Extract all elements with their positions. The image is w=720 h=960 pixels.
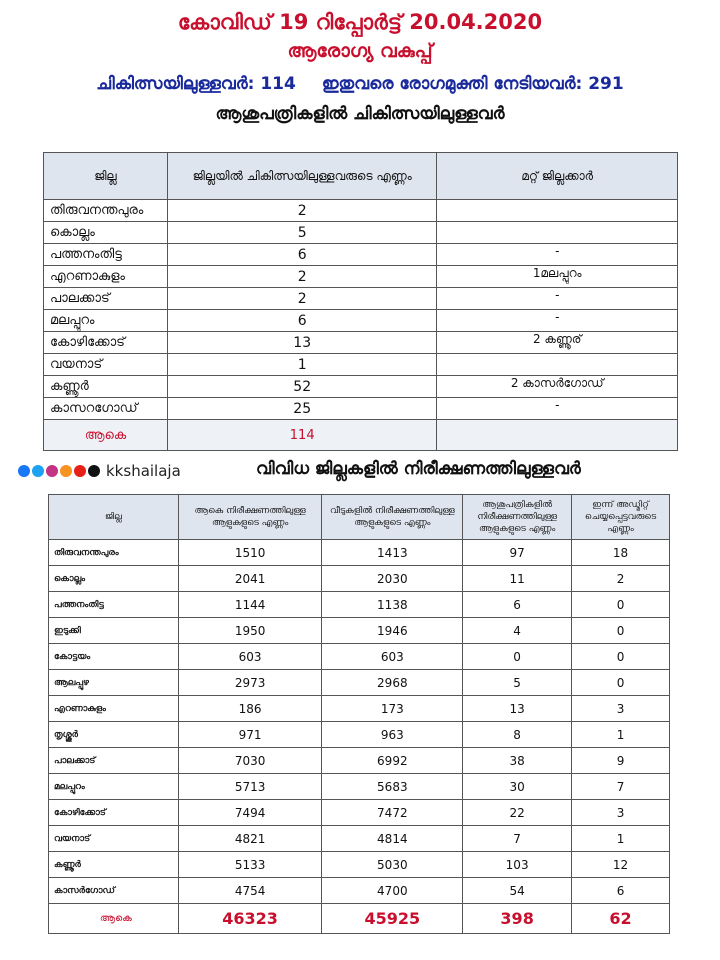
table-cell: 7	[463, 826, 572, 852]
table-cell: 1	[167, 354, 437, 376]
table-cell: 4700	[322, 878, 463, 904]
total-cell: 45925	[322, 904, 463, 934]
district-name: ഇടുക്കി	[49, 618, 179, 644]
table-cell: 5683	[322, 774, 463, 800]
table-cell: 1950	[178, 618, 322, 644]
table-row	[44, 222, 678, 244]
table-row	[49, 826, 670, 852]
table-row	[49, 878, 670, 904]
table-cell: -	[437, 310, 678, 332]
district-name: എറണാകുളം	[44, 266, 168, 288]
table-cell: 2041	[178, 566, 322, 592]
table-row	[44, 310, 678, 332]
table-cell: 1	[572, 826, 670, 852]
district-name: കാസറഗോഡ്	[44, 398, 168, 420]
tiktok-icon	[88, 465, 100, 477]
total-row	[49, 904, 670, 934]
table-cell: 0	[572, 618, 670, 644]
table-cell: 0	[463, 644, 572, 670]
twitter-icon	[32, 465, 44, 477]
table-row	[44, 398, 678, 420]
column-header: ജില്ല	[49, 495, 179, 540]
table-cell: 5133	[178, 852, 322, 878]
table-cell: 3	[572, 800, 670, 826]
blogger-icon	[60, 465, 72, 477]
table-cell: 2	[167, 266, 437, 288]
district-name: പത്തനംതിട്ട	[49, 592, 179, 618]
table-cell: 97	[463, 540, 572, 566]
report-title: കോവിഡ് 19 റിപ്പോർട്ട് 20.04.2020	[177, 10, 543, 34]
table-cell: 186	[178, 696, 322, 722]
social-links	[18, 462, 181, 480]
table-cell: 4	[463, 618, 572, 644]
table-cell: 5	[167, 222, 437, 244]
section-title-observation: വിവിധ ജില്ലകളിൽ നിരീക്ഷണത്തിലുള്ളവർ	[256, 459, 581, 479]
table-cell: 5	[463, 670, 572, 696]
table-row	[49, 592, 670, 618]
district-name: കൊല്ലം	[44, 222, 168, 244]
table-row	[49, 748, 670, 774]
table-row	[44, 244, 678, 266]
table-cell: 13	[167, 332, 437, 354]
table-cell: 6992	[322, 748, 463, 774]
table-cell: 5030	[322, 852, 463, 878]
total-cell: 46323	[178, 904, 322, 934]
table-row	[49, 696, 670, 722]
total-cell: ആകെ	[44, 420, 168, 451]
table-row	[44, 376, 678, 398]
district-name: തൃശ്ശൂർ	[49, 722, 179, 748]
table-cell: 1946	[322, 618, 463, 644]
table-row	[44, 332, 678, 354]
table-cell: 4754	[178, 878, 322, 904]
table-header-row	[44, 153, 678, 200]
district-name: കൊല്ലം	[49, 566, 179, 592]
under-treatment-count: ചികിത്സയിലുള്ളവർ: 114	[96, 74, 296, 94]
table-cell: 971	[178, 722, 322, 748]
table-cell: 2 കാസർഗോഡ്	[437, 376, 678, 398]
district-name: കോഴിക്കോട്	[44, 332, 168, 354]
table-cell	[437, 354, 678, 376]
table-cell: 7030	[178, 748, 322, 774]
table-cell: 6	[167, 310, 437, 332]
table-cell: 603	[322, 644, 463, 670]
total-cell: 114	[167, 420, 437, 451]
table-cell: -	[437, 244, 678, 266]
total-cell: 398	[463, 904, 572, 934]
table-cell: 5713	[178, 774, 322, 800]
district-name: തിരുവനന്തപുരം	[44, 200, 168, 222]
summary-line	[0, 74, 720, 94]
table-cell: 30	[463, 774, 572, 800]
table-cell: 6	[572, 878, 670, 904]
district-name: പാലക്കാട്	[44, 288, 168, 310]
table-row	[49, 774, 670, 800]
total-row	[44, 420, 678, 451]
district-name: വയനാട്	[44, 354, 168, 376]
district-name: കോട്ടയം	[49, 644, 179, 670]
youtube-icon	[74, 465, 86, 477]
table-cell: 1510	[178, 540, 322, 566]
district-name: കണ്ണൂർ	[49, 852, 179, 878]
column-header: ഇന്ന് അഡ്മിറ്റ് ചെയ്യപ്പെട്ടവരുടെ എണ്ണം	[572, 495, 670, 540]
table-row	[49, 644, 670, 670]
table-cell: 38	[463, 748, 572, 774]
column-header: ആകെ നിരീക്ഷണത്തിലുള്ള ആളുകളുടെ എണ്ണം	[178, 495, 322, 540]
social-handle: kkshailaja	[106, 462, 181, 480]
district-name: മലപ്പുറം	[49, 774, 179, 800]
table-cell: 0	[572, 670, 670, 696]
table-cell	[437, 200, 678, 222]
hospitalized-table	[43, 152, 678, 451]
table-row	[44, 200, 678, 222]
table-cell: 1	[572, 722, 670, 748]
table-cell: 1138	[322, 592, 463, 618]
district-name: കണ്ണൂർ	[44, 376, 168, 398]
table-cell: 11	[463, 566, 572, 592]
district-name: തിരുവനന്തപുരം	[49, 540, 179, 566]
table-cell: 3	[572, 696, 670, 722]
table-cell: 6	[167, 244, 437, 266]
table-row	[49, 540, 670, 566]
table-cell: 0	[572, 592, 670, 618]
table-cell: 7472	[322, 800, 463, 826]
table-cell: 103	[463, 852, 572, 878]
table-row	[49, 566, 670, 592]
table-header-row	[49, 495, 670, 540]
instagram-icon	[46, 465, 58, 477]
table-cell: 52	[167, 376, 437, 398]
table-cell: 1413	[322, 540, 463, 566]
table-cell: 2968	[322, 670, 463, 696]
table-cell: 4821	[178, 826, 322, 852]
district-name: കാസർഗോഡ്	[49, 878, 179, 904]
table-cell: 0	[572, 644, 670, 670]
table-row	[49, 618, 670, 644]
table-cell: 4814	[322, 826, 463, 852]
table-cell: 12	[572, 852, 670, 878]
observation-table	[48, 494, 670, 934]
table-cell: 22	[463, 800, 572, 826]
district-name: കോഴിക്കോട്	[49, 800, 179, 826]
table-row	[49, 800, 670, 826]
total-cell	[437, 420, 678, 451]
total-cell: 62	[572, 904, 670, 934]
table-cell: 173	[322, 696, 463, 722]
table-row	[49, 670, 670, 696]
table-cell	[437, 222, 678, 244]
table-cell: 963	[322, 722, 463, 748]
table-cell: 7494	[178, 800, 322, 826]
district-name: ആലപ്പുഴ	[49, 670, 179, 696]
table-cell: 2	[167, 200, 437, 222]
table-cell: 1മലപ്പുറം	[437, 266, 678, 288]
table-cell: 2 കണ്ണൂര്	[437, 332, 678, 354]
table-cell: 603	[178, 644, 322, 670]
column-header: ജില്ല	[44, 153, 168, 200]
table-cell: 2973	[178, 670, 322, 696]
recovered-count: ഇതുവരെ രോഗമുക്തി നേടിയവർ: 291	[321, 74, 624, 94]
table-cell: 2	[572, 566, 670, 592]
table-cell: 18	[572, 540, 670, 566]
column-header: ആശുപത്രികളിൽ നിരീക്ഷണത്തിലുള്ള ആളുകളുടെ എണ്ണം	[463, 495, 572, 540]
column-header: വീടുകളിൽ നിരീക്ഷണത്തിലുള്ള ആളുകളുടെ എണ്ണം	[322, 495, 463, 540]
district-name: എറണാകുളം	[49, 696, 179, 722]
table-cell: 13	[463, 696, 572, 722]
table-cell: 8	[463, 722, 572, 748]
table-row	[44, 266, 678, 288]
table-cell: -	[437, 398, 678, 420]
section-title-hospitalized: ആശുപത്രികളിൽ ചികിത്സയിലുള്ളവർ	[215, 104, 505, 124]
district-name: പാലക്കാട്	[49, 748, 179, 774]
facebook-icon	[18, 465, 30, 477]
table-cell: 2	[167, 288, 437, 310]
table-row	[44, 288, 678, 310]
column-header: മറ്റ് ജില്ലക്കാർ	[437, 153, 678, 200]
district-name: മലപ്പുറം	[44, 310, 168, 332]
table-row	[49, 852, 670, 878]
table-cell: 54	[463, 878, 572, 904]
table-cell: 25	[167, 398, 437, 420]
table-cell: 2030	[322, 566, 463, 592]
total-cell: ആകെ	[49, 904, 179, 934]
table-cell: 7	[572, 774, 670, 800]
district-name: വയനാട്	[49, 826, 179, 852]
table-cell: 6	[463, 592, 572, 618]
department-name: ആരോഗ്യ വകുപ്പ്	[287, 40, 433, 62]
district-name: പത്തനംതിട്ട	[44, 244, 168, 266]
table-cell: 9	[572, 748, 670, 774]
table-row	[44, 354, 678, 376]
column-header: ജില്ലയിൽ ചികിത്സയിലുള്ളവരുടെ എണ്ണം	[167, 153, 437, 200]
table-row	[49, 722, 670, 748]
table-cell: 1144	[178, 592, 322, 618]
table-cell: -	[437, 288, 678, 310]
